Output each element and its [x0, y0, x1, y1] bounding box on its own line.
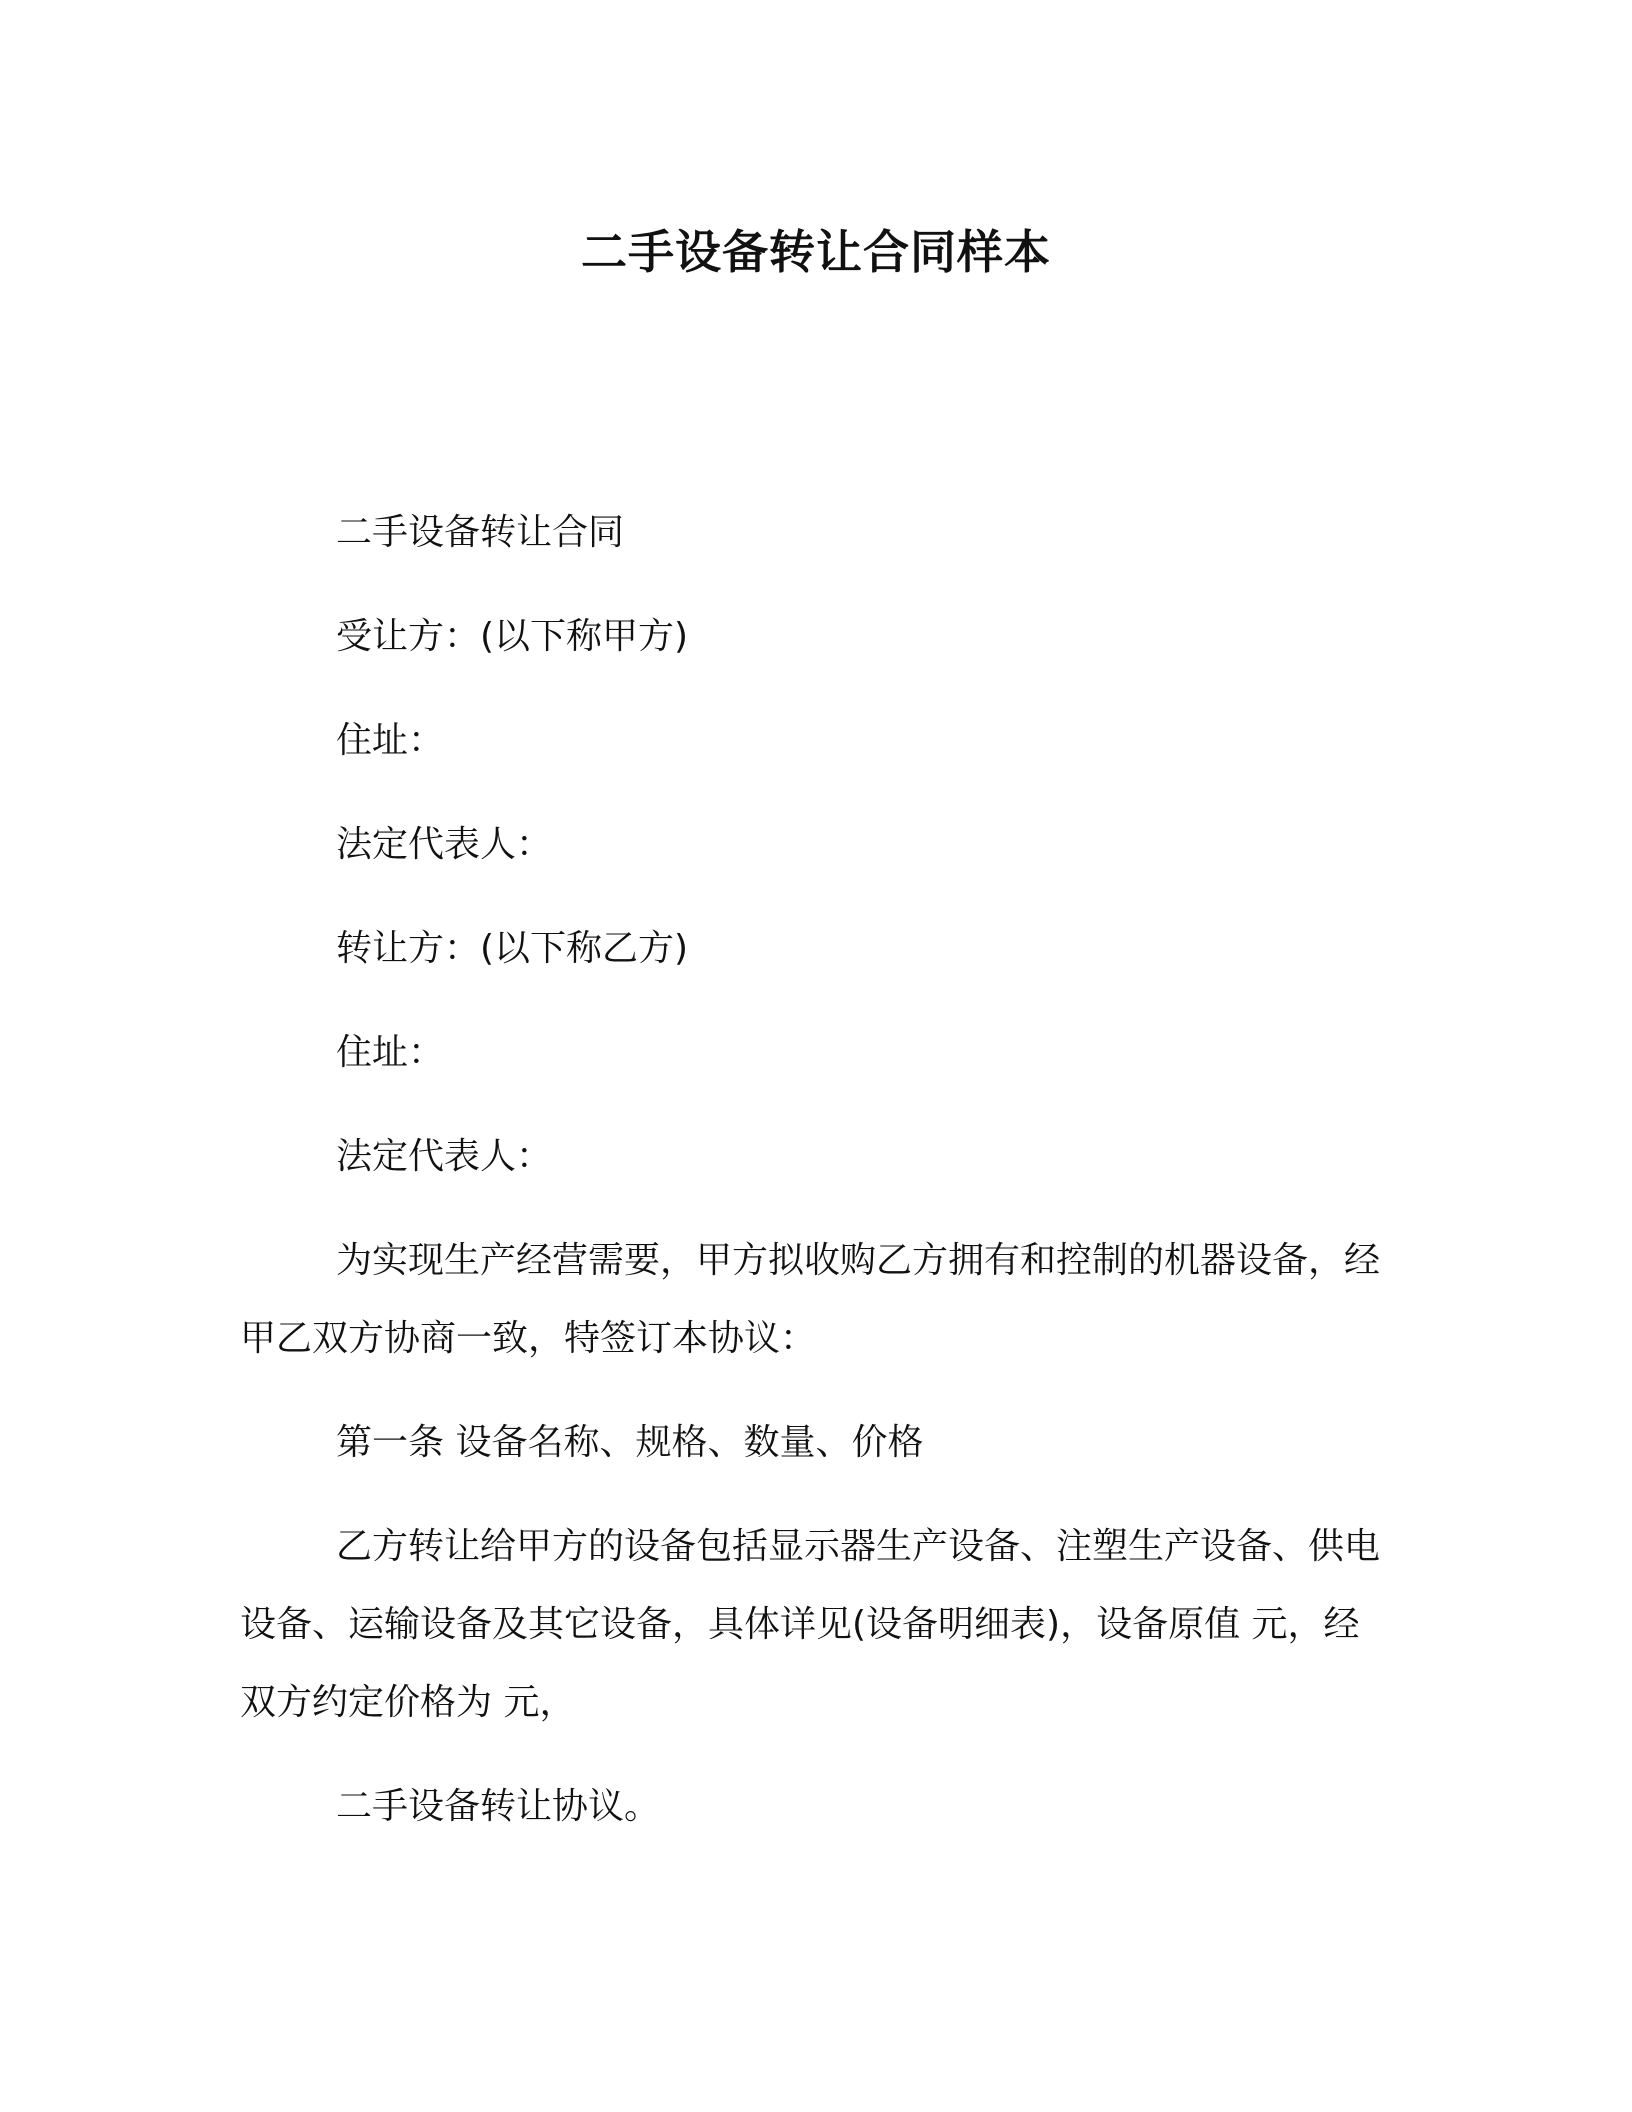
- purpose-paragraph: 为实现生产经营需要，甲方拟收购乙方拥有和控制的机器设备，经甲乙双方协商一致，特签订本协议：: [240, 1240, 1381, 1359]
- transferor-address-line: 住址：: [336, 1032, 445, 1073]
- transferor-line: 转让方：(以下称乙方): [336, 928, 689, 969]
- article-one-heading: 第一条 设备名称、规格、数量、价格: [336, 1422, 924, 1463]
- document-body: [240, 494, 1392, 1872]
- transferor-representative-line: 法定代表人：: [336, 1136, 553, 1177]
- closing-line: 二手设备转让协议。: [336, 1786, 661, 1827]
- transferee-representative-line: 法定代表人：: [336, 824, 553, 865]
- transferee-line: 受让方：(以下称甲方): [336, 616, 689, 657]
- article-one-paragraph: 乙方转让给甲方的设备包括显示器生产设备、注塑生产设备、供电设备、运输设备及其它设备，具体详见(设备明细表)，设备原值 元，经双方约定价格为 元，: [240, 1526, 1381, 1723]
- document-title: 二手设备转让合同样本: [581, 225, 1051, 279]
- transferee-address-line: 住址：: [336, 720, 445, 761]
- contract-heading: 二手设备转让合同: [336, 512, 625, 553]
